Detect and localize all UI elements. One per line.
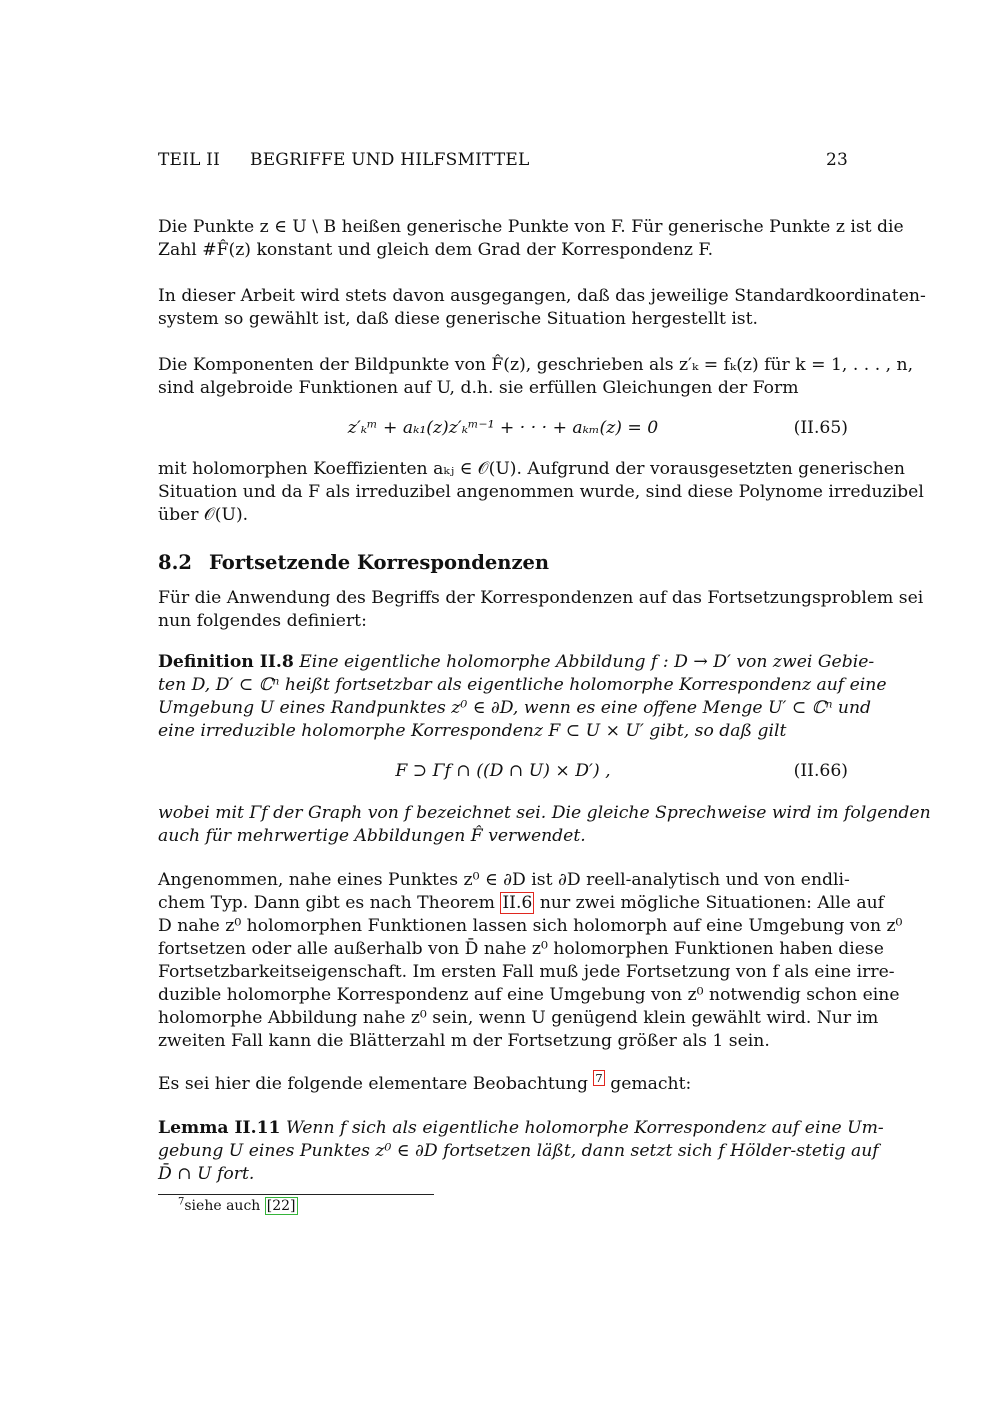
equation-number: (II.66) xyxy=(793,761,848,781)
text-segment: chem Typ. Dann gibt es nach Theorem xyxy=(158,893,501,913)
paragraph-assumption xyxy=(158,285,926,331)
text-line: Für die Anwendung des Begriffs der Korrespondenzen auf das Fortsetzungsproblem sei xyxy=(158,588,924,608)
text-line: Die Komponenten der Bildpunkte von F̂(z), geschrieben als z′ₖ = fₖ(z) für k = 1, . . . , n, xyxy=(158,355,914,375)
paragraph-components xyxy=(158,354,914,400)
equation-II-66 xyxy=(158,761,848,785)
text-line: holomorphe Abbildung nahe z⁰ sein, wenn U genügend klein gewählt wird. Nur im xyxy=(158,1008,879,1028)
footnote-rule xyxy=(158,1194,434,1195)
text-line: mit holomorphen Koeffizienten aₖⱼ ∈ 𝒪(U). Aufgrund der vorausgesetzten generischen xyxy=(158,459,905,479)
text-line xyxy=(158,1117,884,1140)
text-line: fortsetzen oder alle außerhalb von D̄ nahe z⁰ holomorphen Funktionen haben diese xyxy=(158,939,884,959)
running-header xyxy=(158,150,848,170)
text-line: nun folgendes definiert: xyxy=(158,611,367,631)
paragraph-intro-definition xyxy=(158,587,924,633)
header-title: BEGRIFFE UND HILFSMITTEL xyxy=(250,150,530,170)
text-segment: gemacht: xyxy=(604,1074,692,1094)
footnote-mark: 7 xyxy=(178,1196,185,1208)
text-line: sind algebroide Funktionen auf U, d.h. sie erfüllen Gleichungen der Form xyxy=(158,378,799,398)
text-line: gebung U eines Punktes z⁰ ∈ ∂D fortsetzen läßt, dann setzt sich f Hölder-stetig auf xyxy=(158,1141,879,1161)
text-line xyxy=(158,651,875,674)
text-line: ten D, D′ ⊂ ℂⁿ heißt fortsetzbar als eigentliche holomorphe Korrespondenz auf eine xyxy=(158,675,887,695)
text-line: duzible holomorphe Korrespondenz auf eine Umgebung von z⁰ notwendig schon eine xyxy=(158,985,900,1005)
equation-number: (II.65) xyxy=(793,418,848,438)
text-segment: nur zwei mögliche Situationen: Alle auf xyxy=(534,893,885,913)
definition-text: Eine eigentliche holomorphe Abbildung f : D → D′ von zwei Gebie- xyxy=(299,652,875,672)
text-line: Situation und da F als irreduzibel angenommen wurde, sind diese Polynome irreduzibel xyxy=(158,482,924,502)
definition-II-8 xyxy=(158,651,887,743)
section-number: 8.2 xyxy=(158,551,192,574)
lemma-text: Wenn f sich als eigentliche holomorphe Korrespondenz auf eine Um- xyxy=(285,1118,884,1138)
text-line: über 𝒪(U). xyxy=(158,505,249,525)
lemma-label: Lemma II.11 xyxy=(158,1118,281,1138)
equation-II-65 xyxy=(158,418,848,442)
text-line: system so gewählt ist, daß diese generische Situation hergestellt ist. xyxy=(158,309,759,329)
footnote xyxy=(178,1198,298,1214)
section-title: Fortsetzende Korrespondenzen xyxy=(209,551,550,574)
paragraph-situations xyxy=(158,869,903,1053)
text-line: Umgebung U eines Randpunktes z⁰ ∈ ∂D, wenn es eine offene Menge U′ ⊂ ℂⁿ und xyxy=(158,698,872,718)
text-segment: Es sei hier die folgende elementare Beobachtung xyxy=(158,1074,594,1094)
page-number: 23 xyxy=(825,150,848,170)
text-line: eine irreduzible holomorphe Korrespondenz F ⊂ U × U′ gibt, so daß gilt xyxy=(158,721,787,741)
text-line: Fortsetzbarkeitseigenschaft. Im ersten Fall muß jede Fortsetzung von f als eine irre- xyxy=(158,962,895,982)
text-line: Zahl #F̂(z) konstant und gleich dem Grad der Korrespondenz F. xyxy=(158,240,714,260)
text-line xyxy=(158,1073,848,1096)
text-line xyxy=(158,892,885,915)
text-line: wobei mit Γf der Graph von f bezeichnet sei. Die gleiche Sprechweise wird im folgenden xyxy=(158,803,931,823)
text-line: Die Punkte z ∈ U \ B heißen generische Punkte von F. Für generische Punkte z ist die xyxy=(158,217,904,237)
paragraph-generic-points xyxy=(158,216,904,262)
citation-link[interactable]: [22] xyxy=(266,1198,296,1214)
paragraph-coefficients xyxy=(158,458,924,527)
footnote-text: siehe auch xyxy=(184,1198,265,1214)
text-line: D̄ ∩ U fort. xyxy=(158,1164,255,1184)
paragraph-observation xyxy=(158,1073,848,1096)
equation-body: z′ₖᵐ + aₖ₁(z)z′ₖᵐ⁻¹ + · · · + aₖₘ(z) = 0 xyxy=(347,418,659,438)
text-line: D nahe z⁰ holomorphen Funktionen lassen sich holomorph auf eine Umgebung von z⁰ xyxy=(158,916,903,936)
theorem-reference-link[interactable]: II.6 xyxy=(502,893,533,913)
header-part: TEIL II xyxy=(158,150,220,170)
text-line: zweiten Fall kann die Blätterzahl m der Fortsetzung größer als 1 sein. xyxy=(158,1031,770,1051)
text-line: auch für mehrwertige Abbildungen F̂ verwendet. xyxy=(158,826,586,846)
text-line: Angenommen, nahe eines Punktes z⁰ ∈ ∂D ist ∂D reell-analytisch und von endli- xyxy=(158,870,850,890)
paragraph-graph xyxy=(158,802,931,848)
footnote-reference-link[interactable]: 7 xyxy=(595,1071,603,1086)
definition-label: Definition II.8 xyxy=(158,652,294,672)
equation-body: F ⊃ Γf ∩ ((D ∩ U) × D′) , xyxy=(395,761,611,781)
text-line: In dieser Arbeit wird stets davon ausgegangen, daß das jeweilige Standardkoordinaten- xyxy=(158,286,926,306)
section-heading xyxy=(158,551,549,574)
lemma-II-11 xyxy=(158,1117,884,1186)
